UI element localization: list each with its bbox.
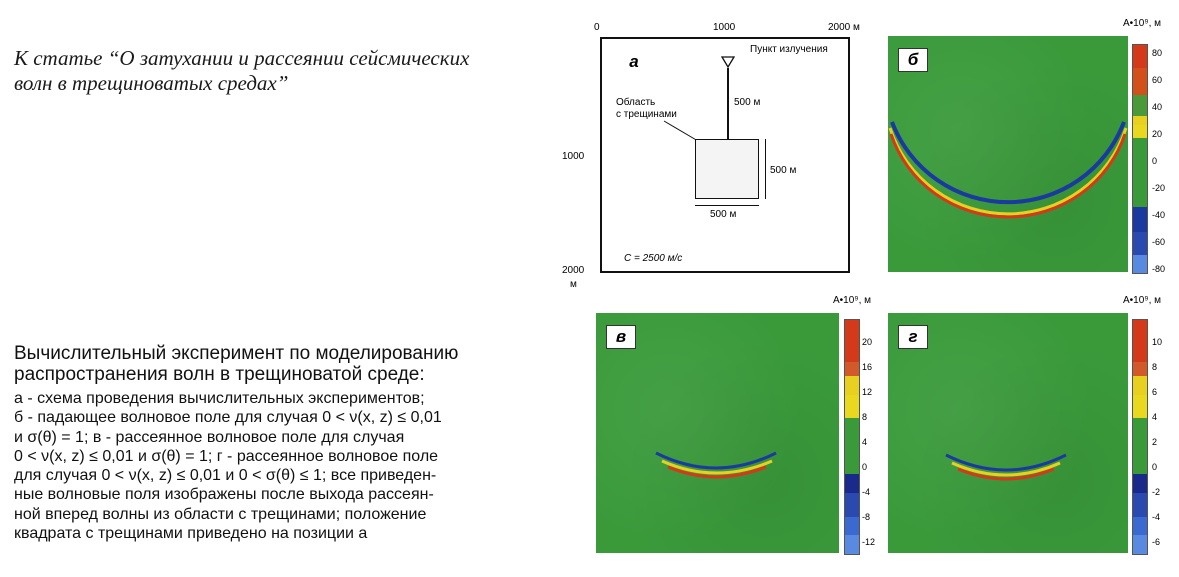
colorbar-tick: -4 <box>862 487 871 497</box>
panel-label-g: г <box>898 325 928 349</box>
caption-line: и σ(θ) = 1; в - рассеянное волновое поле для случая <box>14 428 405 446</box>
panel-label-a: а <box>629 52 639 71</box>
square-side-right-label: 500 м <box>770 165 797 176</box>
caption-line: для случая 0 < ν(x, z) ≤ 0,01 и 0 < σ(θ) ≤ 1; все приведен- <box>14 467 437 485</box>
colorbar-tick: -40 <box>1152 210 1166 220</box>
colorbar-title-v: A•10⁹, м <box>833 295 872 306</box>
colorbar-tick: 20 <box>862 337 873 347</box>
caption-title <box>14 343 554 385</box>
source-line <box>727 68 729 139</box>
colorbar-tick: 6 <box>1152 387 1158 397</box>
colorbar-tick: -8 <box>862 512 871 522</box>
colorbar-b <box>1132 44 1148 274</box>
colorbar-tick: 40 <box>1152 102 1163 112</box>
colorbar-title-b: A•10⁹, м <box>1123 18 1162 29</box>
y-tick-1000: 1000 <box>562 151 585 162</box>
colorbar-tick: 16 <box>862 362 873 372</box>
x-tick-0: 0 <box>594 22 600 33</box>
y-tick-2000: 2000 <box>562 265 585 276</box>
depth-label: 500 м <box>734 97 761 108</box>
wavefield-b <box>888 36 1128 272</box>
caption-title-line-1: Вычислительный эксперимент по моделированию <box>14 343 459 364</box>
panel-g <box>885 295 1175 557</box>
scattered-wave-g <box>888 313 1128 553</box>
square-dim-right <box>765 139 766 199</box>
panel-label-v: в <box>606 325 636 349</box>
colorbar-tick: 0 <box>862 462 868 472</box>
panel-a <box>560 20 870 295</box>
caption-body <box>14 389 554 543</box>
colorbar-g <box>1132 319 1148 555</box>
colorbar-tick: 10 <box>1152 337 1163 347</box>
colorbar-tick: -6 <box>1152 537 1161 547</box>
square-dim-bottom <box>695 205 759 206</box>
caption-line: а - схема проведения вычислительных экспериментов; <box>14 390 425 407</box>
colorbar-tick: 20 <box>1152 129 1163 139</box>
x-tick-2000: 2000 м <box>828 22 860 33</box>
colorbar-tick: 80 <box>1152 48 1163 58</box>
caption-title-line-2: распространения волн в трещиноватой среде: <box>14 364 425 385</box>
heading-line-1: К статье “О затухании и рассеянии сейсмических <box>14 46 470 70</box>
region-label-line-2: с трещинами <box>616 109 677 120</box>
article-heading <box>14 46 574 96</box>
source-label: Пункт излучения <box>750 44 828 55</box>
colorbar-tick: 2 <box>1152 437 1158 447</box>
colorbar-tick: 4 <box>1152 412 1158 422</box>
colorbar-tick: -60 <box>1152 237 1166 247</box>
caption-line: б - падающее волновое поле для случая 0 < ν(x, z) ≤ 0,01 <box>14 409 442 427</box>
panel-b <box>885 18 1175 278</box>
square-side-bottom-label: 500 м <box>710 209 737 220</box>
schematic-frame <box>600 37 850 273</box>
colorbar-tick: 4 <box>862 437 868 447</box>
colorbar-tick: 60 <box>1152 75 1163 85</box>
colorbar-v <box>844 319 860 555</box>
colorbar-tick: -12 <box>862 537 876 547</box>
source-triangle-icon <box>721 56 735 68</box>
panel-v <box>593 295 883 557</box>
x-tick-1000: 1000 <box>713 22 736 33</box>
wavefield-g <box>888 313 1128 553</box>
y-unit: м <box>570 279 577 290</box>
colorbar-title-g: A•10⁹, м <box>1123 295 1162 306</box>
colorbar-tick: -2 <box>1152 487 1161 497</box>
wavefield-v <box>596 313 839 553</box>
colorbar-tick: -80 <box>1152 264 1166 274</box>
colorbar-tick: 8 <box>862 412 868 422</box>
scattered-wave-v <box>596 313 839 553</box>
colorbar-tick: 8 <box>1152 362 1158 372</box>
colorbar-tick: 12 <box>862 387 873 397</box>
caption-line: 0 < ν(x, z) ≤ 0,01 и σ(θ) = 1; г - рассеянное волновое поле <box>14 447 439 465</box>
region-label-line-1: Область <box>616 97 656 108</box>
colorbar-tick: -20 <box>1152 183 1166 193</box>
colorbar-tick: 0 <box>1152 156 1158 166</box>
colorbar-tick: 0 <box>1152 462 1158 472</box>
velocity-label: C = 2500 м/с <box>624 253 683 264</box>
panel-label-b: б <box>898 48 928 72</box>
caption-line: квадрата с трещинами приведено на позиции а <box>14 525 368 543</box>
fracture-square <box>695 139 759 199</box>
colorbar-tick: -4 <box>1152 512 1161 522</box>
heading-line-2: волн в трещиноватых средах” <box>14 71 289 95</box>
caption-line: ные волновые поля изображены после выхода рассеян- <box>14 486 434 504</box>
caption-line: ной вперед волны из области с трещинами; положение <box>14 505 427 523</box>
